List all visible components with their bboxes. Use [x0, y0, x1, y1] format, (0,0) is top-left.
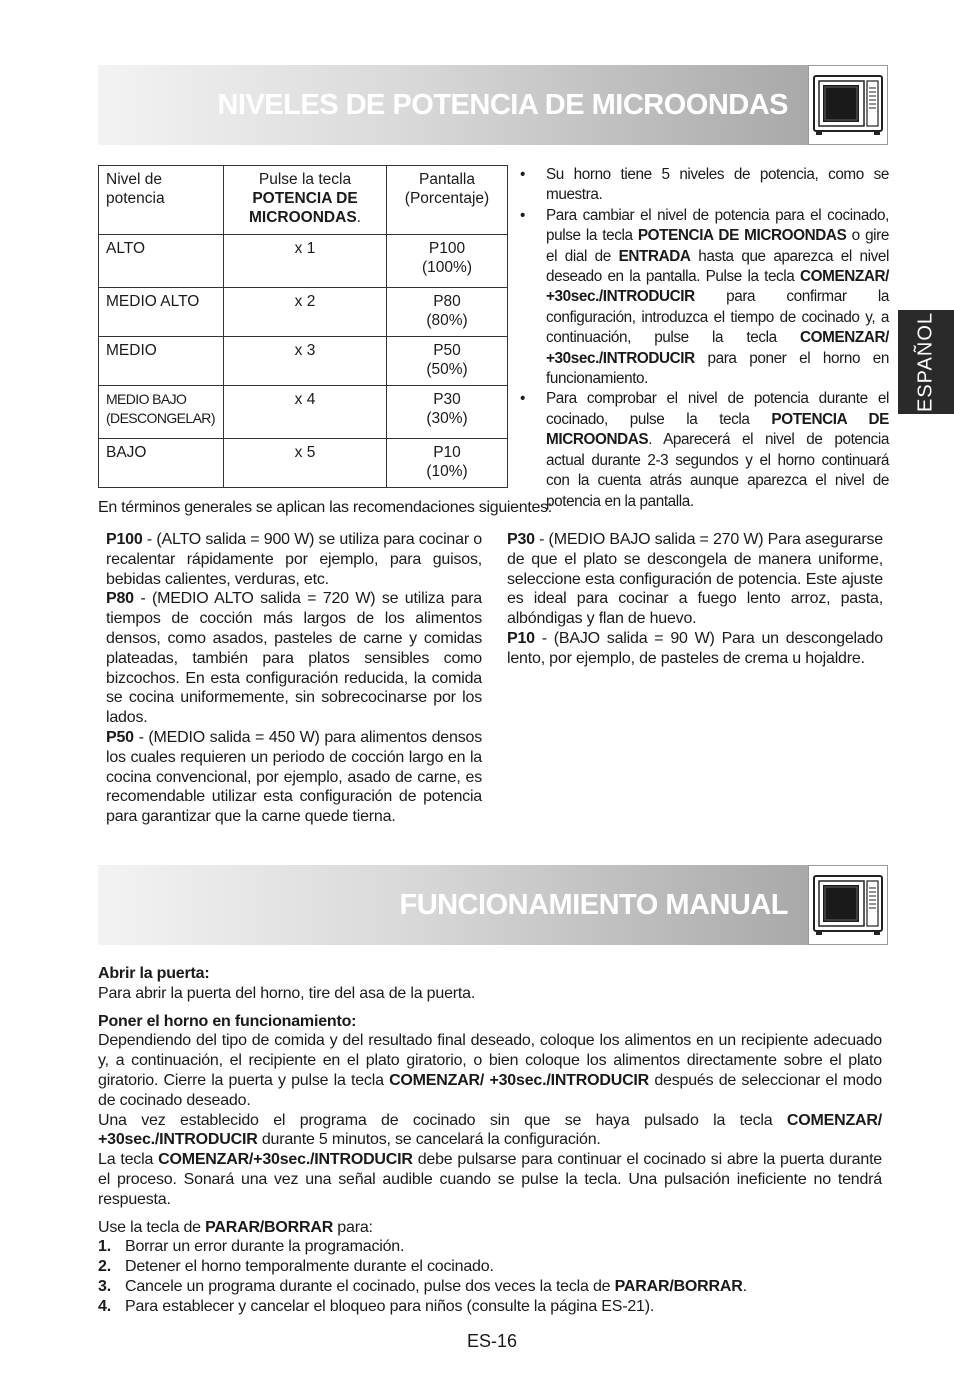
list-number: 4.	[98, 1297, 111, 1315]
recommendation-key: P100	[106, 531, 143, 548]
recommendation-text: - (MEDIO ALTO salida = 720 W) se utiliza para tiempos de cocción más largos de los alimentos densos, como asados, pasteles de carne y comidas plateadas, también para platos sensibles como bizcochos. En esta configuración reducida, la comida se cocina uniformemente, sin sobrecocinarse por los lados.	[106, 590, 482, 727]
list-item	[98, 1297, 882, 1317]
row-display-code: P30	[433, 391, 461, 408]
note-text: hasta que aparezca el nivel deseado en la pantalla. Pulse la tecla	[546, 247, 889, 286]
paragraph-key: COMENZAR/+30sec./INTRODUCIR	[158, 1151, 413, 1169]
note-key: POTENCIA DE MICROONDAS	[637, 227, 847, 245]
section-title: FUNCIONAMIENTO MANUAL	[399, 889, 788, 921]
page-number: ES-16	[466, 1331, 518, 1351]
note-text: Su horno tiene 5 niveles de potencia, como se muestra.	[546, 166, 889, 204]
table-row	[99, 386, 508, 439]
note-item	[520, 206, 889, 390]
header-level: Nivel de potencia	[99, 166, 224, 235]
heading-text: Abrir la puerta:	[98, 965, 210, 982]
recommendation-p30	[507, 530, 883, 629]
list-number: 2.	[98, 1258, 111, 1276]
row-display-code: P100	[428, 240, 466, 257]
row-display	[387, 439, 508, 488]
paragraph-text: para:	[333, 1218, 373, 1236]
list-text: Borrar un error durante la programación.	[125, 1238, 405, 1256]
row-display-percent: (30%)	[426, 410, 468, 427]
recommendation-text: - (ALTO salida = 900 W) se utiliza para cocinar o recalentar rápidamente por ejemplo, para guisos, bebidas calientes, verduras, etc.	[106, 531, 482, 588]
header-press-text: Pulse la tecla	[258, 171, 352, 188]
row-press: x 4	[224, 386, 387, 439]
heading-text: Poner el horno en funcionamiento:	[98, 1012, 357, 1030]
manual-operation-body	[98, 964, 882, 1317]
stop-intro	[98, 1218, 882, 1238]
paragraph-key: COMENZAR/ +30sec./INTRODUCIR	[98, 1111, 882, 1149]
row-press: x 5	[224, 439, 387, 488]
row-display-code: P80	[433, 293, 461, 310]
row-display-percent: (10%)	[426, 463, 468, 480]
start-paragraph	[98, 1150, 882, 1209]
row-press: x 2	[224, 288, 387, 337]
bullet-dot: •	[520, 390, 525, 408]
power-level-notes	[520, 165, 889, 512]
header-press	[224, 166, 387, 235]
row-level: MEDIO ALTO	[99, 288, 224, 337]
note-text: Para cambiar el nivel de potencia para el cocinado, pulse la tecla	[546, 206, 889, 245]
row-display-percent: (80%)	[426, 312, 468, 329]
open-door-heading	[98, 964, 882, 984]
note-item	[520, 165, 889, 206]
language-tab	[898, 310, 954, 414]
start-paragraph	[98, 1111, 882, 1151]
open-door-text: Para abrir la puerta del horno, tire del asa de la puerta.	[98, 984, 476, 1002]
section-banner-power-levels	[98, 65, 888, 145]
note-item	[520, 389, 889, 511]
recommendation-key: P30	[507, 531, 535, 548]
power-level-table	[98, 165, 508, 488]
recommendation-key: P10	[507, 629, 535, 647]
row-display	[387, 288, 508, 337]
note-key: COMENZAR/ +30sec./INTRODUCIR	[546, 268, 889, 306]
note-key: POTENCIA DE MICROONDAS	[546, 410, 889, 449]
paragraph-text: después de seleccionar el modo de cocinado deseado.	[98, 1071, 882, 1109]
recommendation-text: - (BAJO salida = 90 W) Para un descongelado lento, por ejemplo, de pasteles de crema u hojaldre.	[507, 629, 883, 667]
paragraph-text: Una vez establecido el programa de cocinado sin que se haya pulsado la tecla	[98, 1111, 787, 1129]
list-item	[98, 1257, 882, 1277]
list-key: PARAR/BORRAR	[614, 1277, 743, 1295]
table-row	[99, 235, 508, 288]
recommendation-text: - (MEDIO salida = 450 W) para alimentos densos los cuales requieren un periodo de cocción largo en la cocina convencional, por ejemplo, asado de carne, es recomendable utilizar esta configuración de potencia para garantizar que la carne quede tierna.	[106, 728, 482, 826]
recommendation-text: - (MEDIO BAJO salida = 270 W) Para asegurarse de que el plato se descongela de manera uniforme, seleccione esta configuración de potencia. Este ajuste es ideal para cocinar a fuego lento arroz, pasta, albóndigas y flan de huevo.	[507, 531, 883, 628]
recommendations-left-column	[106, 530, 482, 827]
header-display: Pantalla (Porcentaje)	[387, 166, 508, 235]
row-display	[387, 337, 508, 386]
note-key: ENTRADA	[618, 247, 691, 265]
row-display-code: P10	[433, 444, 461, 461]
paragraph-text: Use la tecla de	[98, 1218, 206, 1236]
paragraph-text: debe pulsarse para continuar el cocinado si abre la puerta durante el proceso. Sonará una vez una señal audible cuando se pulse la tecla. Una pulsación ineficiente no tendrá respuesta.	[98, 1151, 883, 1208]
list-number: 3.	[98, 1277, 111, 1295]
note-text: . Aparecerá el nivel de potencia actual durante 2-3 segundos y el horno continuará con la cuenta atrás aunque aparezca el nivel de potencia en la pantalla.	[546, 431, 889, 510]
row-press: x 3	[224, 337, 387, 386]
paragraph-key: PARAR/BORRAR	[205, 1218, 334, 1236]
list-text: Cancele un programa durante el cocinado, pulse dos veces la tecla de	[125, 1277, 615, 1295]
row-press: x 1	[224, 235, 387, 288]
recommendation-p50	[106, 728, 482, 827]
note-text: para poner el horno en funcionamiento.	[546, 349, 889, 388]
row-display	[387, 386, 508, 439]
header-press-key: POTENCIA DE MICROONDAS	[249, 190, 358, 226]
list-item	[98, 1237, 882, 1257]
language-tab-label: ESPAÑOL	[914, 312, 937, 412]
paragraph-text: Dependiendo del tipo de comida y del resultado final deseado, coloque los alimentos en un recipiente adecuado y, a continuación, el recipiente en el plato giratorio, o bien coloque los alimentos directamente sobre el plato giratorio. Cierre la puerta y pulse la tecla	[98, 1032, 882, 1089]
row-display-percent: (100%)	[422, 259, 472, 276]
recommendation-p100	[106, 530, 482, 589]
note-key: COMENZAR/ +30sec./INTRODUCIR	[546, 329, 889, 367]
recommendation-p10	[507, 629, 883, 669]
table-header-row	[99, 166, 508, 235]
paragraph-key: COMENZAR/ +30sec./INTRODUCIR	[389, 1071, 650, 1089]
list-text: .	[742, 1277, 747, 1295]
note-text: para confirmar la configuración, introduzca el tiempo de cocinado y, a continuación, pulse la tecla	[546, 288, 889, 347]
bullet-dot: •	[520, 166, 525, 183]
table-row	[99, 337, 508, 386]
paragraph-text: La tecla	[98, 1151, 159, 1169]
row-display-code: P50	[433, 342, 461, 359]
row-level: BAJO	[99, 439, 224, 488]
table-row	[99, 288, 508, 337]
recommendations-intro: En términos generales se aplican las recomendaciones siguientes:	[98, 499, 552, 516]
table-row	[99, 439, 508, 488]
row-display-percent: (50%)	[426, 361, 468, 378]
section-banner-manual-operation	[98, 865, 888, 945]
recommendation-key: P80	[106, 590, 134, 608]
paragraph-text: durante 5 minutos, se cancelará la configuración.	[257, 1131, 601, 1149]
row-level: MEDIO BAJO (DESCONGELAR)	[99, 386, 224, 439]
header-press-dot: .	[356, 209, 361, 226]
section-title: NIVELES DE POTENCIA DE MICROONDAS	[217, 89, 788, 121]
start-heading	[98, 1012, 882, 1032]
recommendation-key: P50	[106, 728, 134, 746]
microwave-icon	[808, 865, 888, 945]
note-text: Para comprobar el nivel de potencia durante el cocinado, pulse la tecla	[546, 390, 889, 428]
note-text: o gire el dial de	[546, 227, 889, 265]
row-level: MEDIO	[99, 337, 224, 386]
row-level: ALTO	[99, 235, 224, 288]
microwave-icon	[808, 65, 888, 145]
start-paragraph	[98, 1031, 882, 1110]
recommendations-right-column	[507, 530, 883, 669]
list-number: 1.	[98, 1238, 111, 1256]
list-text: Para establecer y cancelar el bloqueo para niños (consulte la página ES-21).	[125, 1297, 655, 1315]
list-text: Detener el horno temporalmente durante el cocinado.	[125, 1258, 494, 1276]
list-item	[98, 1277, 882, 1297]
bullet-dot: •	[520, 206, 525, 224]
recommendation-p80	[106, 589, 482, 728]
row-display	[387, 235, 508, 288]
